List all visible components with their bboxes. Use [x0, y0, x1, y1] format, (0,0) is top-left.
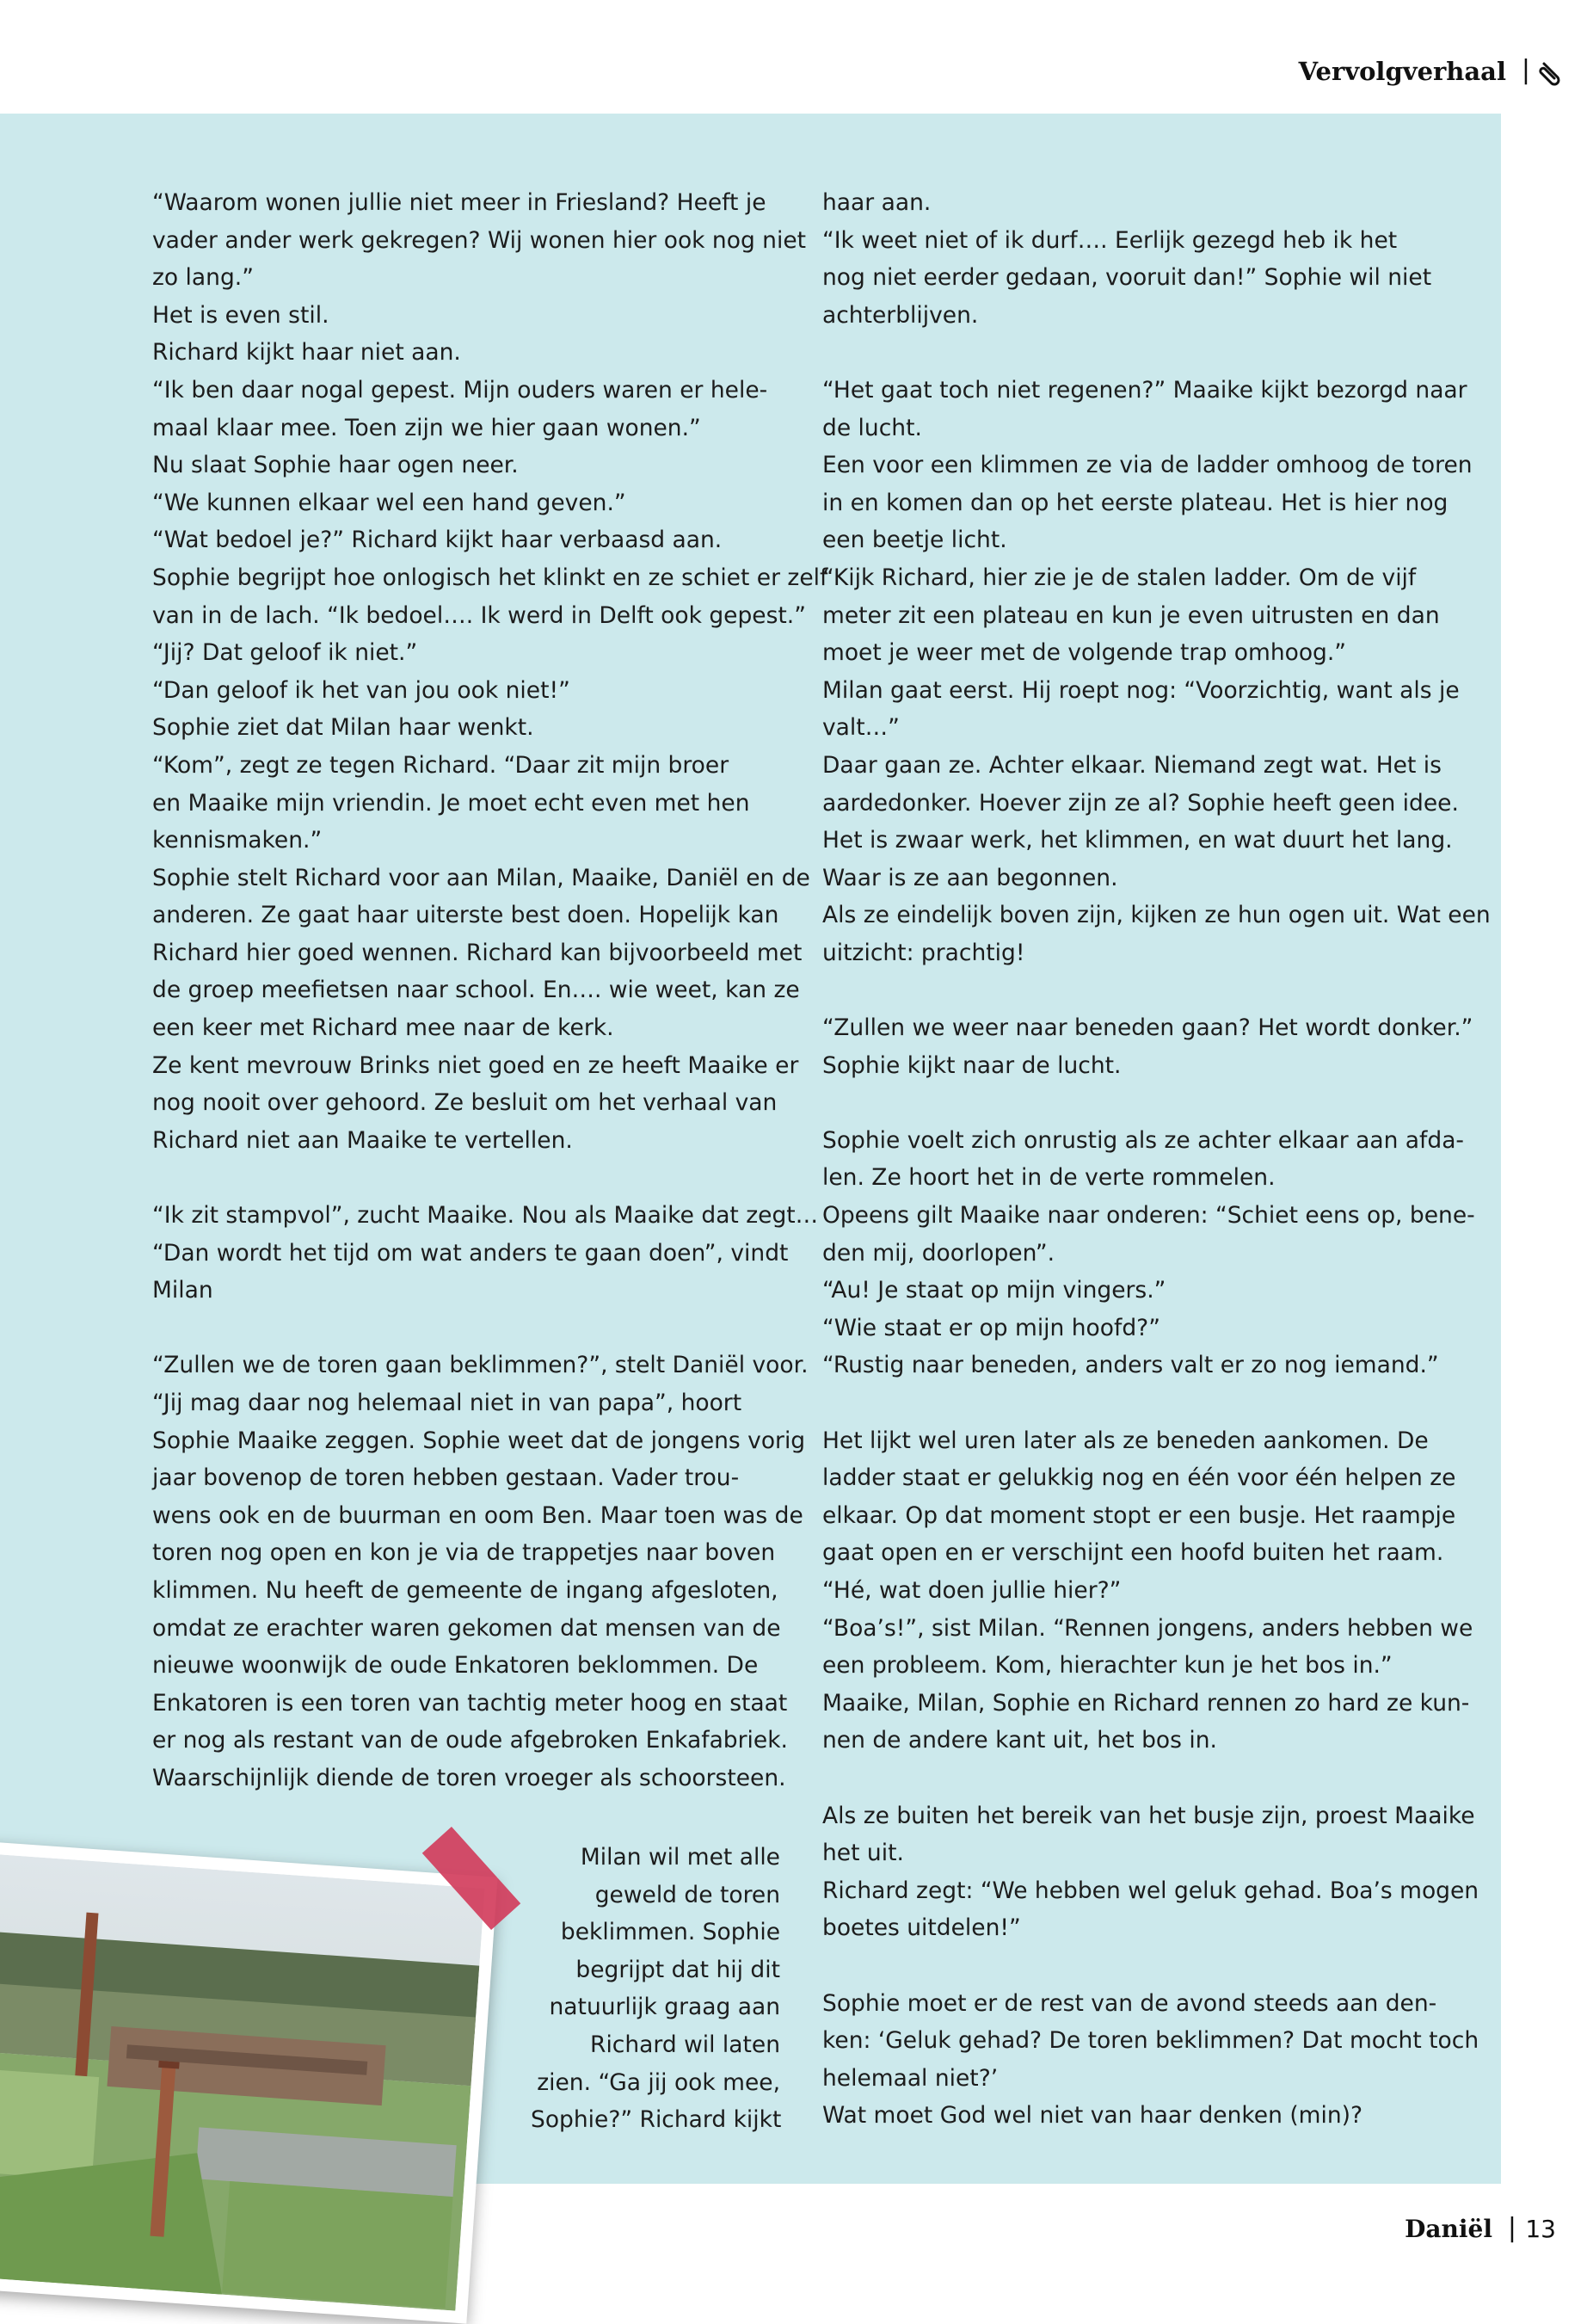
text-line: “Wie staat er op mijn hoofd?” [822, 1314, 1160, 1341]
text-line: “Kom”, zegt ze tegen Richard. “Daar zit mijn broer [152, 751, 729, 779]
paragraph-gap [822, 1947, 1463, 1985]
text-line: Milan wil met alle [580, 1844, 780, 1871]
text-line: toren nog open en kon je via de trappetjes naar boven [152, 1539, 776, 1567]
text-line: Opeens gilt Maaike naar onderen: “Schiet eens op, bene- [822, 1202, 1475, 1230]
text-line: Sophie begrijpt hoe onlogisch het klinkt en ze schiet er zelf [152, 564, 828, 591]
paragraph-gap [152, 1159, 789, 1197]
text-line: “Ik zit stampvol”, zucht Maaike. Nou als Maaike dat zegt… [152, 1202, 819, 1230]
page-number: 13 [1525, 2215, 1556, 2243]
text-line: in en komen dan op het eerste plateau. Het is hier nog [822, 489, 1449, 516]
tower-photo [0, 1841, 498, 2324]
paperclip-icon [1537, 59, 1566, 88]
page-header [0, 57, 1587, 91]
paragraph-gap [822, 1084, 1463, 1122]
text-line: zien. “Ga jij ook mee, [537, 2068, 780, 2096]
text-line: nieuwe woonwijk de oude Enkatoren beklommen. De [152, 1652, 759, 1680]
text-line: Sophie ziet dat Milan haar wenkt. [152, 714, 534, 742]
section-title: Vervolgverhaal [1298, 57, 1506, 86]
text-line: den mij, doorlopen”. [822, 1239, 1055, 1267]
text-line: meter zit een plateau en kun je even uitrusten en dan [822, 601, 1440, 629]
text-line: uitzicht: prachtig! [822, 939, 1025, 966]
text-line: “Kijk Richard, hier zie je de stalen ladder. Om de vijf [822, 564, 1417, 591]
text-line: anderen. Ze gaat haar uiterste best doen. Hopelijk kan [152, 902, 779, 929]
text-line: ken: ‘Geluk gehad? De toren beklimmen? Dat mocht toch [822, 2027, 1479, 2055]
text-line: Richard wil laten [590, 2031, 780, 2058]
text-line: natuurlijk graag aan [549, 1994, 780, 2021]
text-line: Milan [152, 1277, 213, 1304]
text-line: Sophie?” Richard kijkt [531, 2106, 782, 2134]
text-line: Richard niet aan Maaike te vertellen. [152, 1126, 573, 1154]
text-line: beklimmen. Sophie [560, 1919, 780, 1946]
text-line: “Jij mag daar nog helemaal niet in van papa”, hoort [152, 1390, 742, 1416]
text-line: valt…” [822, 714, 900, 742]
text-line: aardedonker. Hoever zijn ze al? Sophie heeft geen idee. [822, 789, 1459, 817]
text-line: nog nooit over gehoord. Ze besluit om het verhaal van [152, 1089, 778, 1117]
text-line: helemaal niet?’ [822, 2064, 999, 2092]
text-line: geweld de toren [594, 1881, 780, 1908]
text-line: Maaike, Milan, Sophie en Richard rennen zo hard ze kun- [822, 1689, 1470, 1717]
text-line: Een voor een klimmen ze via de ladder omhoog de toren [822, 452, 1473, 479]
text-line: van in de lach. “Ik bedoel…. Ik werd in Delft ook gepest.” [152, 601, 806, 629]
text-line: zo lang.” [152, 264, 254, 292]
paragraph-gap [822, 1760, 1463, 1797]
paragraph-gap [822, 334, 1463, 372]
text-line: en Maaike mijn vriendin. Je moet echt even met hen [152, 789, 750, 817]
text-line: Het lijkt wel uren later als ze beneden aankomen. De [822, 1427, 1429, 1454]
text-line: moet je weer met de volgende trap omhoog.” [822, 639, 1347, 667]
text-line: haar aan. [822, 189, 932, 216]
text-line: gaat open en er verschijnt een hoofd buiten het raam. [822, 1539, 1444, 1567]
text-line: vader ander werk gekregen? Wij wonen hier ook nog niet [152, 226, 807, 254]
text-line: “Rustig naar beneden, anders valt er zo nog iemand.” [822, 1352, 1439, 1379]
text-line: begrijpt dat hij dit [575, 1956, 780, 1983]
text-line: Milan gaat eerst. Hij roept nog: “Voorzichtig, want als je [822, 676, 1460, 704]
text-line: nog niet eerder gedaan, vooruit dan!” Sophie wil niet [822, 264, 1432, 292]
text-line: “Zullen we weer naar beneden gaan? Het wordt donker.” [822, 1014, 1473, 1042]
text-line: “Ik weet niet of ik durf…. Eerlijk gezegd heb ik het [822, 226, 1398, 254]
text-line: “Ik ben daar nogal gepest. Mijn ouders waren er hele- [152, 376, 768, 404]
footer-separator: | [1507, 2213, 1516, 2243]
text-line: de groep meefietsen naar school. En…. wie weet, kan ze [152, 977, 800, 1004]
text-line: er nog als restant van de oude afgebroken Enkafabriek. [152, 1727, 788, 1754]
text-line: een beetje licht. [822, 527, 1007, 554]
text-line: “Dan wordt het tijd om wat anders te gaan doen”, vindt [152, 1239, 789, 1267]
text-line: Nu slaat Sophie haar ogen neer. [152, 452, 519, 479]
text-line: “Zullen we de toren gaan beklimmen?”, stelt Daniël voor. [152, 1352, 809, 1379]
text-line: Waarschijnlijk diende de toren vroeger als schoorsteen. [152, 1764, 786, 1791]
text-line: Sophie moet er de rest van de avond steeds aan den- [822, 1989, 1437, 2017]
text-line: Richard kijkt haar niet aan. [152, 339, 461, 367]
text-line: “Het gaat toch niet regenen?” Maaike kijkt bezorgd naar [822, 376, 1467, 404]
story-column-inset [531, 1839, 780, 2139]
text-line: achterblijven. [822, 301, 979, 329]
text-line: “Wat bedoel je?” Richard kijkt haar verbaasd aan. [152, 527, 723, 554]
text-line: Ze kent mevrouw Brinks niet goed en ze heeft Maaike er [152, 1051, 799, 1079]
text-line: Sophie Maaike zeggen. Sophie weet dat de jongens vorig [152, 1427, 806, 1454]
paragraph-gap [152, 1310, 789, 1347]
text-line: Als ze eindelijk boven zijn, kijken ze hun ogen uit. Wat een [822, 902, 1491, 929]
text-line: boetes uitdelen!” [822, 1914, 1021, 1942]
text-line: ladder staat er gelukkig nog en één voor één helpen ze [822, 1464, 1456, 1492]
text-line: het uit. [822, 1840, 904, 1867]
text-line: “Dan geloof ik het van jou ook niet!” [152, 676, 570, 704]
text-line: een probleem. Kom, hierachter kun je het bos in.” [822, 1652, 1393, 1680]
text-line: klimmen. Nu heeft de gemeente de ingang afgesloten, [152, 1576, 778, 1604]
text-line: “Jij? Dat geloof ik niet.” [152, 639, 418, 667]
text-line: len. Ze hoort het in de verte rommelen. [822, 1164, 1276, 1192]
text-line: “Au! Je staat op mijn vingers.” [822, 1277, 1166, 1304]
text-line: Wat moet God wel niet van haar denken (min)? [822, 2102, 1363, 2130]
magazine-name: Daniël [1405, 2215, 1492, 2243]
page-footer [1243, 2215, 1587, 2249]
text-line: “Hé, wat doen jullie hier?” [822, 1576, 1122, 1604]
text-line: “Boa’s!”, sist Milan. “Rennen jongens, anders hebben we [822, 1614, 1473, 1642]
text-line: Sophie voelt zich onrustig als ze achter elkaar aan afda- [822, 1126, 1464, 1154]
text-line: Daar gaan ze. Achter elkaar. Niemand zegt wat. Het is [822, 751, 1442, 779]
text-line: kennismaken.” [152, 827, 323, 854]
text-line: Waar is ze aan begonnen. [822, 864, 1118, 891]
text-line: elkaar. Op dat moment stopt er een busje. Het raampje [822, 1501, 1456, 1529]
text-line: nen de andere kant uit, het bos in. [822, 1727, 1217, 1754]
text-line: Richard hier goed wennen. Richard kan bijvoorbeeld met [152, 939, 803, 966]
text-line: Richard zegt: “We hebben wel geluk gehad. Boa’s mogen [822, 1877, 1479, 1904]
text-line: “Waarom wonen jullie niet meer in Friesland? Heeft je [152, 189, 766, 216]
paragraph-gap [822, 971, 1463, 1009]
text-line: omdat ze erachter waren gekomen dat mensen van de [152, 1614, 781, 1642]
story-column-left [152, 184, 828, 1797]
enkatoren-aerial-image [0, 1854, 485, 2311]
paragraph-gap [822, 1384, 1463, 1422]
text-line: Het is even stil. [152, 301, 329, 329]
text-line: “We kunnen elkaar wel een hand geven.” [152, 489, 626, 516]
text-line: wens ook en de buurman en oom Ben. Maar toen was de [152, 1501, 803, 1529]
text-line: Als ze buiten het bereik van het busje zijn, proest Maaike [822, 1802, 1475, 1829]
text-line: jaar bovenop de toren hebben gestaan. Vader trou- [152, 1464, 740, 1492]
text-line: maal klaar mee. Toen zijn we hier gaan wonen.” [152, 414, 701, 441]
text-line: Het is zwaar werk, het klimmen, en wat duurt het lang. [822, 827, 1453, 854]
story-column-right [822, 184, 1491, 2135]
text-line: de lucht. [822, 414, 922, 441]
text-line: een keer met Richard mee naar de kerk. [152, 1014, 614, 1042]
text-line: Sophie kijkt naar de lucht. [822, 1051, 1122, 1079]
text-line: Enkatoren is een toren van tachtig meter hoog en staat [152, 1689, 788, 1717]
header-separator: | [1521, 55, 1530, 85]
text-line: Sophie stelt Richard voor aan Milan, Maaike, Daniël en de [152, 864, 810, 891]
